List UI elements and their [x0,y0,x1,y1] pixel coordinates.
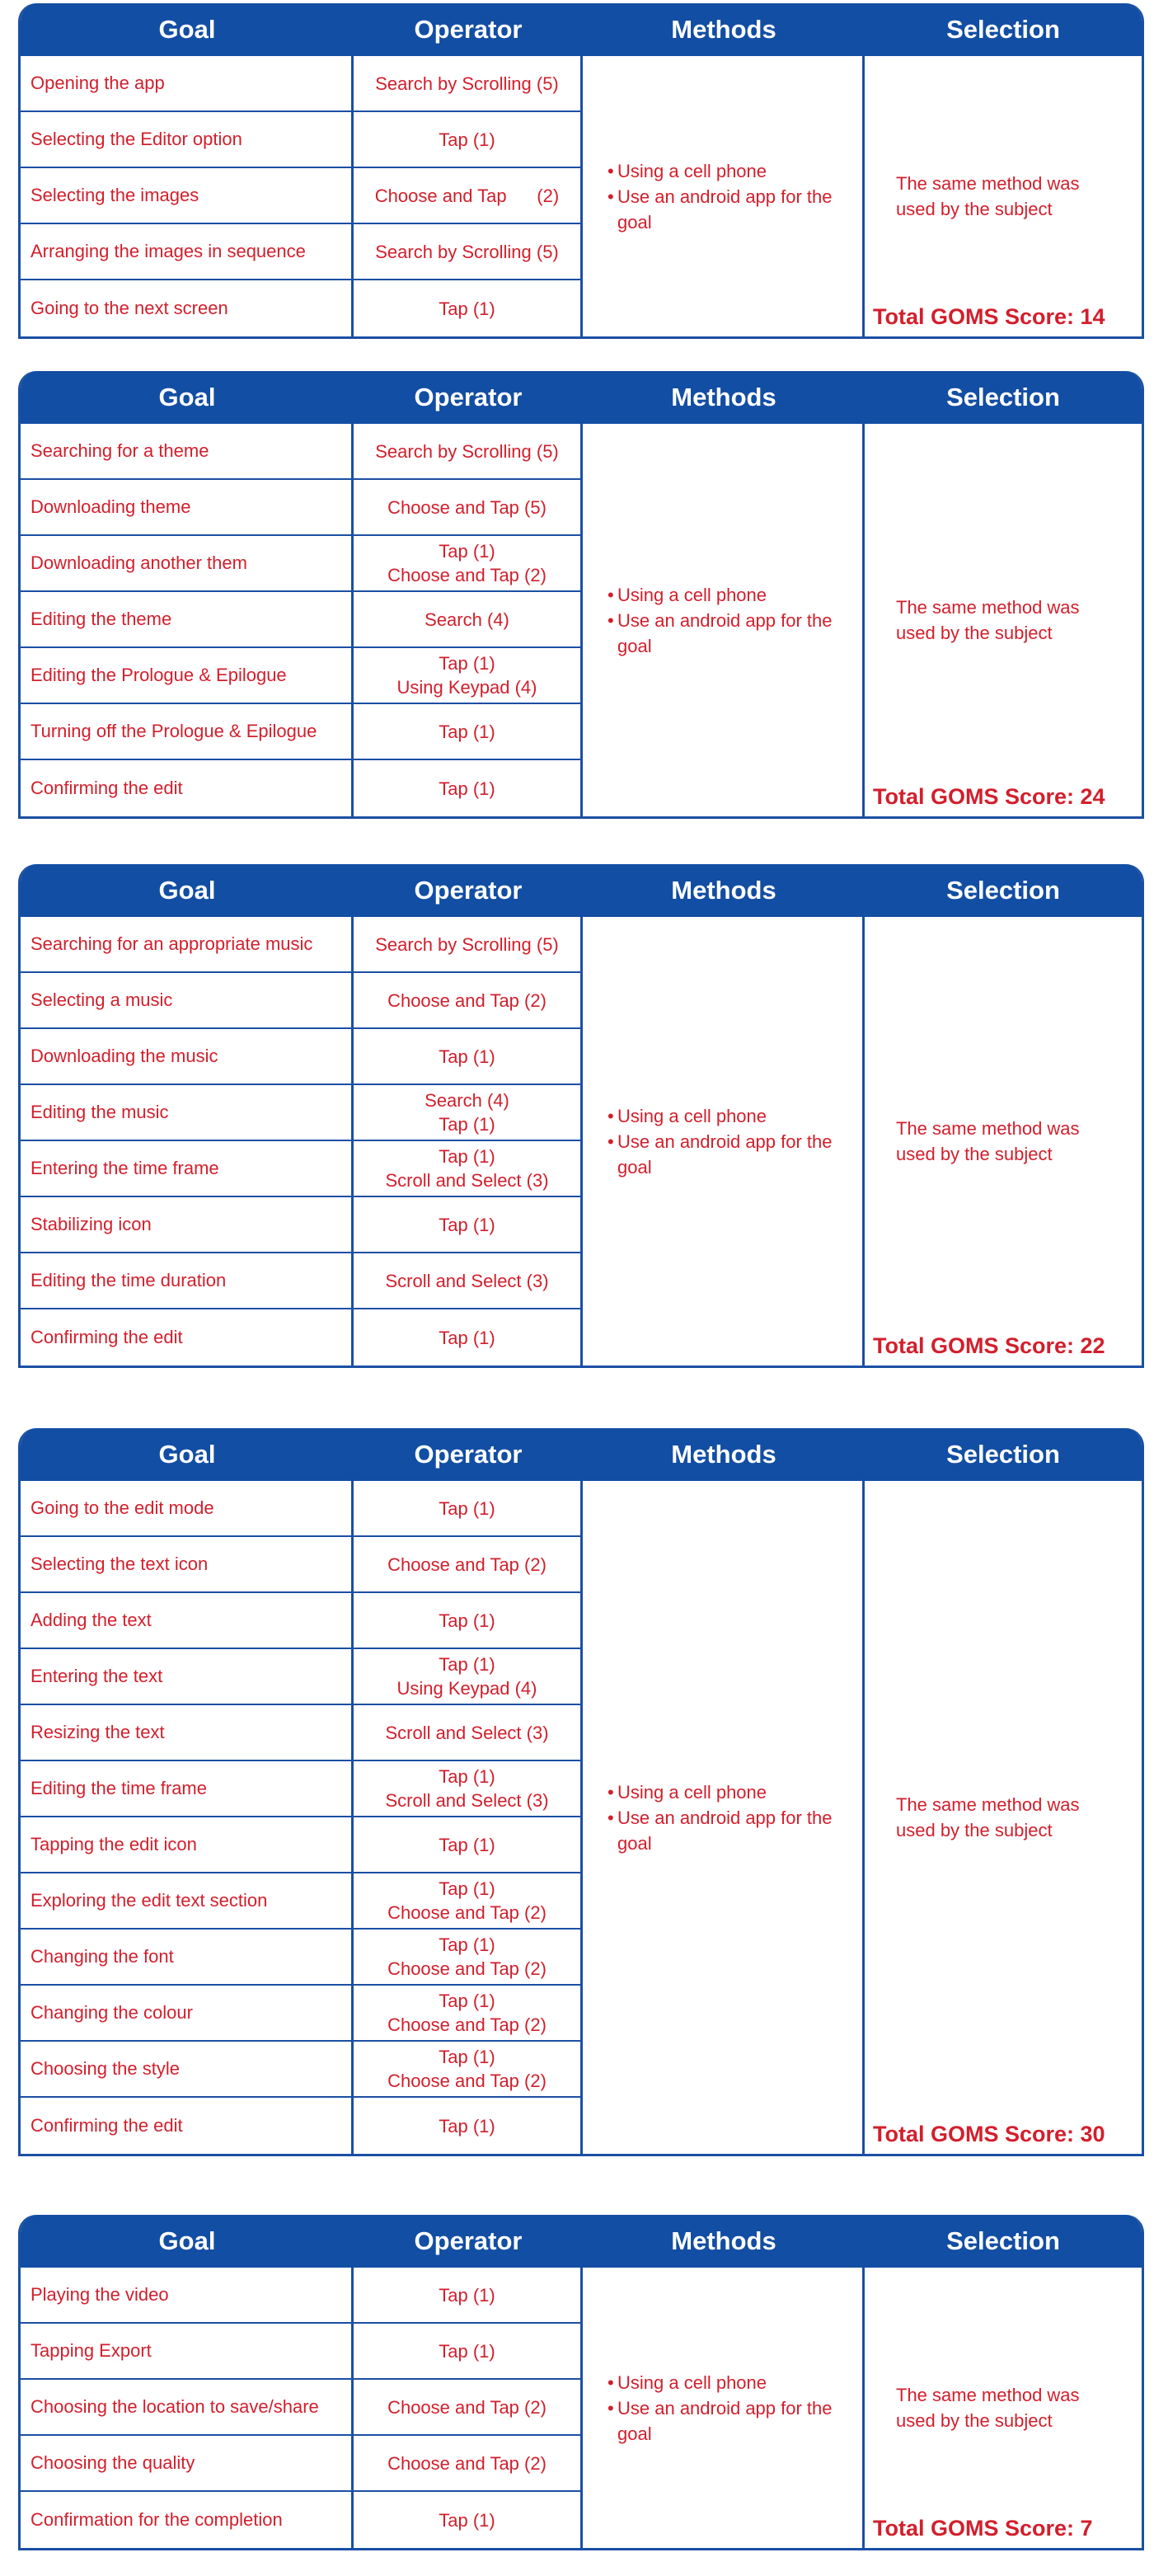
operator-text: Scroll and Select (3) [385,1170,549,1191]
operator-text: Choose and Tap (5) [387,496,547,518]
methods-column [583,56,865,336]
methods-list [617,158,862,235]
goal-column [21,917,354,1366]
operator-cell [354,1593,580,1649]
operator-text: Choose and Tap (2) [387,990,547,1011]
methods-item: • Use an android app for the goal [617,2395,862,2447]
operator-text: Tap (1) [439,721,495,742]
operator-text: Tap (1) [439,1834,495,1855]
total-goms-score: Total GOMS Score: 7 [873,2516,1093,2541]
selection-column [865,1481,1142,2154]
table-header [21,2215,1142,2268]
operator-cell [354,536,580,592]
operator-cell [354,1930,580,1986]
goal-cell: Changing the font [21,1930,351,1986]
operator-text: Tap (1) [439,2340,495,2362]
methods-list [617,1103,862,1180]
methods-cell [583,917,862,1366]
operator-cell [354,648,580,704]
methods-item: • Using a cell phone [617,1103,862,1129]
operator-column [354,424,583,816]
table-body [21,56,1142,336]
operator-text: Tap (1) [439,1114,495,1135]
goal-cell: Selecting the text icon [21,1537,351,1593]
header-goal: Goal [158,2226,216,2255]
operator-cell [354,1649,580,1705]
header-operator: Operator [414,383,523,411]
goal-cell: Selecting the Editor option [21,112,351,168]
goal-cell: Tapping the edit icon [21,1817,351,1873]
header-selection: Selection [946,876,1060,905]
operator-text: Choose and Tap (2) [387,2014,547,2035]
goal-cell: Exploring the edit text section [21,1873,351,1930]
goal-cell: Editing the time frame [21,1761,351,1817]
operator-text: Tap (1) [439,1327,495,1348]
header-goal: Goal [158,1440,216,1469]
operator-cell [354,1197,580,1253]
header-selection: Selection [946,383,1060,411]
header-selection: Selection [946,1440,1060,1469]
table-header [21,3,1142,56]
operator-text: Tap (1) [439,778,495,799]
methods-list [617,2370,862,2447]
methods-item: • Use an android app for the goal [617,608,862,659]
operator-text: Tap (1) [439,1214,495,1235]
operator-cell [354,1085,580,1141]
header-operator: Operator [414,876,523,905]
total-goms-score: Total GOMS Score: 24 [873,784,1105,809]
header-operator: Operator [414,1440,523,1469]
table-body [21,917,1142,1366]
operator-cell [354,917,580,973]
header-methods: Methods [671,2226,776,2255]
operator-text: Search by Scrolling (5) [375,241,559,262]
goal-cell: Arranging the images in sequence [21,224,351,280]
methods-item: • Use an android app for the goal [617,1805,862,1856]
selection-column [865,424,1142,816]
operator-cell [354,2268,580,2324]
methods-list [617,1779,862,1856]
goal-cell: Confirmation for the completion [30,2509,283,2530]
operator-text: Tap (1) [439,1497,495,1519]
operator-column [354,56,583,336]
header-selection: Selection [946,2226,1060,2255]
goal-cell: Entering the time frame [21,1141,351,1197]
header-methods: Methods [671,876,776,905]
goal-cell: Confirming the edit [30,1327,183,1347]
operator-cell [354,1873,580,1930]
goal-cell: Choosing the style [21,2042,351,2098]
goal-cell: Resizing the text [21,1705,351,1761]
selection-column [865,2268,1142,2548]
operator-text: Tap (1) [439,1146,495,1167]
operator-cell [354,1705,580,1761]
goms-table [18,3,1144,339]
operator-text: Tap (1) [439,2284,495,2306]
operator-cell [354,56,580,112]
operator-text: Tap (1) [439,298,495,319]
goal-cell: Entering the text [21,1649,351,1705]
operator-cell [354,1537,580,1593]
methods-column [583,1481,865,2154]
operator-cell [354,2098,580,2154]
goal-cell: Downloading another them [21,536,351,592]
operator-cell [354,2492,580,2548]
header-goal: Goal [158,383,216,411]
methods-list [617,582,862,659]
header-operator: Operator [414,2226,523,2255]
operator-text: Choose and Tap (2) [387,1554,547,1575]
methods-cell [583,424,862,816]
table-body [21,1481,1142,2154]
operator-text: Tap (1) [439,2509,495,2531]
operator-cell [354,168,580,224]
operator-cell [354,424,580,480]
operator-text: Search by Scrolling (5) [375,933,559,955]
operator-cell [354,2042,580,2098]
operator-text: Scroll and Select (3) [385,1722,549,1743]
table-header [21,864,1142,917]
operator-text: Search by Scrolling (5) [375,73,559,94]
operator-text: Tap (1) [439,1766,495,1787]
selection-text: The same method was used by the subject [896,1118,1080,1164]
goal-cell: Tapping Export [21,2324,351,2380]
operator-text: Scroll and Select (3) [385,1270,549,1291]
selection-text: The same method was used by the subject [896,2385,1080,2431]
operator-cell [354,112,580,168]
goal-cell: Editing the music [21,1085,351,1141]
operator-cell [354,973,580,1029]
methods-item: • Using a cell phone [617,158,862,184]
goal-column [21,1481,354,2154]
operator-cell [354,1817,580,1873]
operator-text: Choose and Tap (2) [387,565,547,585]
goms-table [18,371,1144,819]
goal-cell: Downloading theme [21,480,351,536]
operator-column [354,1481,583,2154]
methods-cell [583,56,862,336]
selection-column [865,917,1142,1366]
methods-cell [583,2268,862,2548]
goal-cell: Editing the theme [21,592,351,648]
operator-cell [354,1986,580,2042]
selection-column [865,56,1142,336]
operator-cell [354,1761,580,1817]
operator-cell [354,480,580,536]
operator-text: Tap (1) [439,1610,495,1631]
goal-cell: Editing the Prologue & Epilogue [21,648,351,704]
operator-text: Tap (1) [439,1878,495,1899]
operator-text: Using Keypad (4) [396,1678,537,1699]
goal-cell: Editing the time duration [21,1253,351,1309]
goal-cell: Selecting the images [21,168,351,224]
header-goal: Goal [158,876,216,905]
goal-column [21,56,354,336]
goal-cell: Opening the app [21,56,351,112]
operator-text: Tap (1) [439,541,495,562]
operator-column [354,2268,583,2548]
goms-table [18,2215,1144,2550]
operator-text: Choose and Tap (2) [387,2452,547,2474]
goal-cell: Searching for a theme [21,424,351,480]
methods-item: • Using a cell phone [617,2370,862,2395]
goal-cell: Selecting a music [21,973,351,1029]
table-header [21,371,1142,424]
goms-table [18,864,1144,1368]
goal-cell: Choosing the location to save/share [21,2380,351,2436]
operator-cell [354,1309,580,1366]
methods-column [583,424,865,816]
goal-column [21,2268,354,2548]
operator-text: Scroll and Select (3) [385,1790,549,1811]
methods-item: • Using a cell phone [617,582,862,608]
operator-text: Tap (1) [439,1934,495,1955]
operator-cell [354,280,580,336]
goms-table [18,1428,1144,2156]
operator-cell [354,2436,580,2492]
selection-text: The same method was used by the subject [896,597,1080,643]
methods-cell [583,1481,862,2154]
operator-text: Tap (1) [439,2047,495,2067]
methods-item: • Use an android app for the goal [617,184,862,235]
operator-text: Tap (1) [439,653,495,674]
methods-column [583,917,865,1366]
goal-cell: Changing the colour [21,1986,351,2042]
goal-cell: Stabilizing icon [21,1197,351,1253]
goal-cell: Searching for an appropriate music [21,917,351,973]
operator-cell [354,2324,580,2380]
goal-cell: Going to the edit mode [21,1481,351,1537]
operator-text: Using Keypad (4) [396,677,537,698]
operator-cell [354,704,580,760]
table-header [21,1428,1142,1481]
goal-cell: Going to the next screen [30,298,228,318]
total-goms-score: Total GOMS Score: 14 [873,304,1105,329]
header-operator: Operator [414,15,523,44]
goal-cell: Playing the video [21,2268,351,2324]
operator-cell [354,592,580,648]
goal-cell: Adding the text [21,1593,351,1649]
table-body [21,424,1142,816]
operator-text: Choose and Tap (2) [374,185,560,206]
operator-text: Tap (1) [439,2115,495,2136]
header-methods: Methods [671,383,776,411]
operator-text: Search (4) [425,609,509,630]
operator-text: Tap (1) [439,1046,495,1067]
operator-cell [354,1141,580,1197]
methods-item: • Use an android app for the goal [617,1129,862,1180]
selection-text: The same method was used by the subject [896,173,1080,219]
header-methods: Methods [671,1440,776,1469]
operator-cell [354,2380,580,2436]
goal-cell: Turning off the Prologue & Epilogue [21,704,351,760]
total-goms-score: Total GOMS Score: 22 [873,1333,1105,1358]
header-selection: Selection [946,15,1060,44]
selection-text: The same method was used by the subject [896,1794,1080,1840]
operator-text: Choose and Tap (2) [387,2396,547,2418]
operator-text: Search by Scrolling (5) [375,440,559,462]
goal-column [21,424,354,816]
operator-cell [354,1253,580,1309]
operator-cell [354,760,580,816]
operator-cell [354,224,580,280]
table-body [21,2268,1142,2548]
operator-cell [354,1481,580,1537]
methods-item: • Using a cell phone [617,1779,862,1805]
goal-cell: Confirming the edit [30,778,183,798]
goal-cell: Downloading the music [21,1029,351,1085]
total-goms-score: Total GOMS Score: 30 [873,2122,1105,2146]
operator-text: Choose and Tap (2) [387,1958,547,1979]
goal-cell: Confirming the edit [30,2115,183,2136]
operator-text: Tap (1) [439,1654,495,1675]
methods-column [583,2268,865,2548]
header-goal: Goal [158,15,216,44]
goal-cell: Choosing the quality [21,2436,351,2492]
operator-text: Tap (1) [439,1991,495,2011]
operator-text: Search (4) [425,1090,509,1111]
operator-text: Tap (1) [439,129,495,150]
operator-text: Choose and Tap (2) [387,2071,547,2091]
operator-column [354,917,583,1366]
header-methods: Methods [671,15,776,44]
operator-text: Choose and Tap (2) [387,1902,547,1923]
operator-cell [354,1029,580,1085]
